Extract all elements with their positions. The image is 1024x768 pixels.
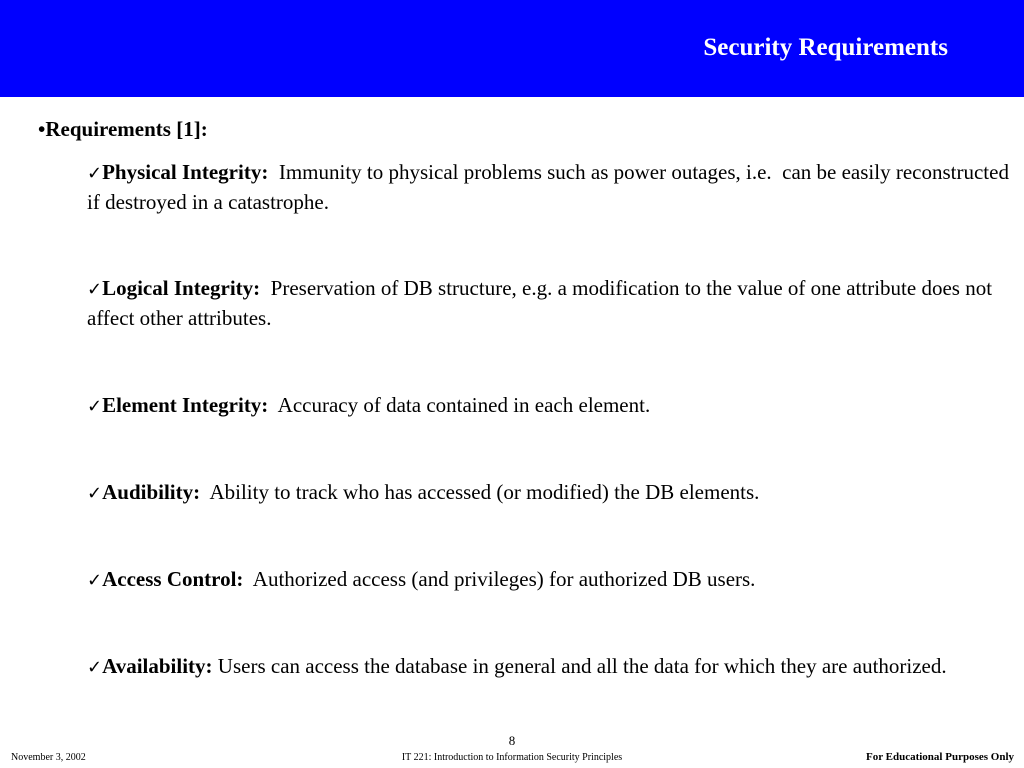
requirement-availability xyxy=(87,652,1019,682)
requirement-physical-integrity xyxy=(87,158,1019,217)
requirement-access-control xyxy=(87,565,1019,595)
requirement-element-integrity xyxy=(87,391,1019,421)
checkmark-icon: ✓ xyxy=(87,279,103,300)
requirement-term: Audibility: xyxy=(102,480,201,504)
requirement-description: Authorized access (and privileges) for authorized DB users. xyxy=(243,567,756,591)
requirement-description: Ability to track who has accessed (or modified) the DB elements. xyxy=(200,480,760,504)
requirement-term: Availability: xyxy=(102,654,213,678)
checkmark-icon: ✓ xyxy=(87,657,103,678)
footer-course-title: IT 221: Introduction to Information Security Principles xyxy=(401,752,623,763)
requirement-term: Element Integrity: xyxy=(102,393,269,417)
checkmark-icon: ✓ xyxy=(87,163,103,184)
requirement-logical-integrity xyxy=(87,274,1019,333)
page-number: 8 xyxy=(508,733,516,748)
checkmark-icon: ✓ xyxy=(87,396,103,417)
requirement-audibility xyxy=(87,478,1019,508)
requirement-term: Physical Integrity: xyxy=(102,160,269,184)
main-bullet: •Requirements [1]: xyxy=(38,117,208,141)
footer-date: November 3, 2002 xyxy=(11,752,86,763)
requirement-description: Preservation of DB structure, e.g. a modification to the value of one attribute does not affect other attributes. xyxy=(87,276,998,330)
requirement-description: Users can access the database in general and all the data for which they are authorized. xyxy=(212,654,947,678)
requirement-term: Access Control: xyxy=(102,567,244,591)
footer-notice: For Educational Purposes Only xyxy=(865,751,1014,763)
requirement-description: Accuracy of data contained in each element. xyxy=(268,393,651,417)
requirement-description: Immunity to physical problems such as power outages, i.e. can be easily reconstructed if destroyed in a catastrophe. xyxy=(87,160,1015,214)
checkmark-icon: ✓ xyxy=(87,483,103,504)
requirement-term: Logical Integrity: xyxy=(102,276,261,300)
checkmark-icon: ✓ xyxy=(87,570,103,591)
slide-title: Security Requirements xyxy=(703,34,948,61)
